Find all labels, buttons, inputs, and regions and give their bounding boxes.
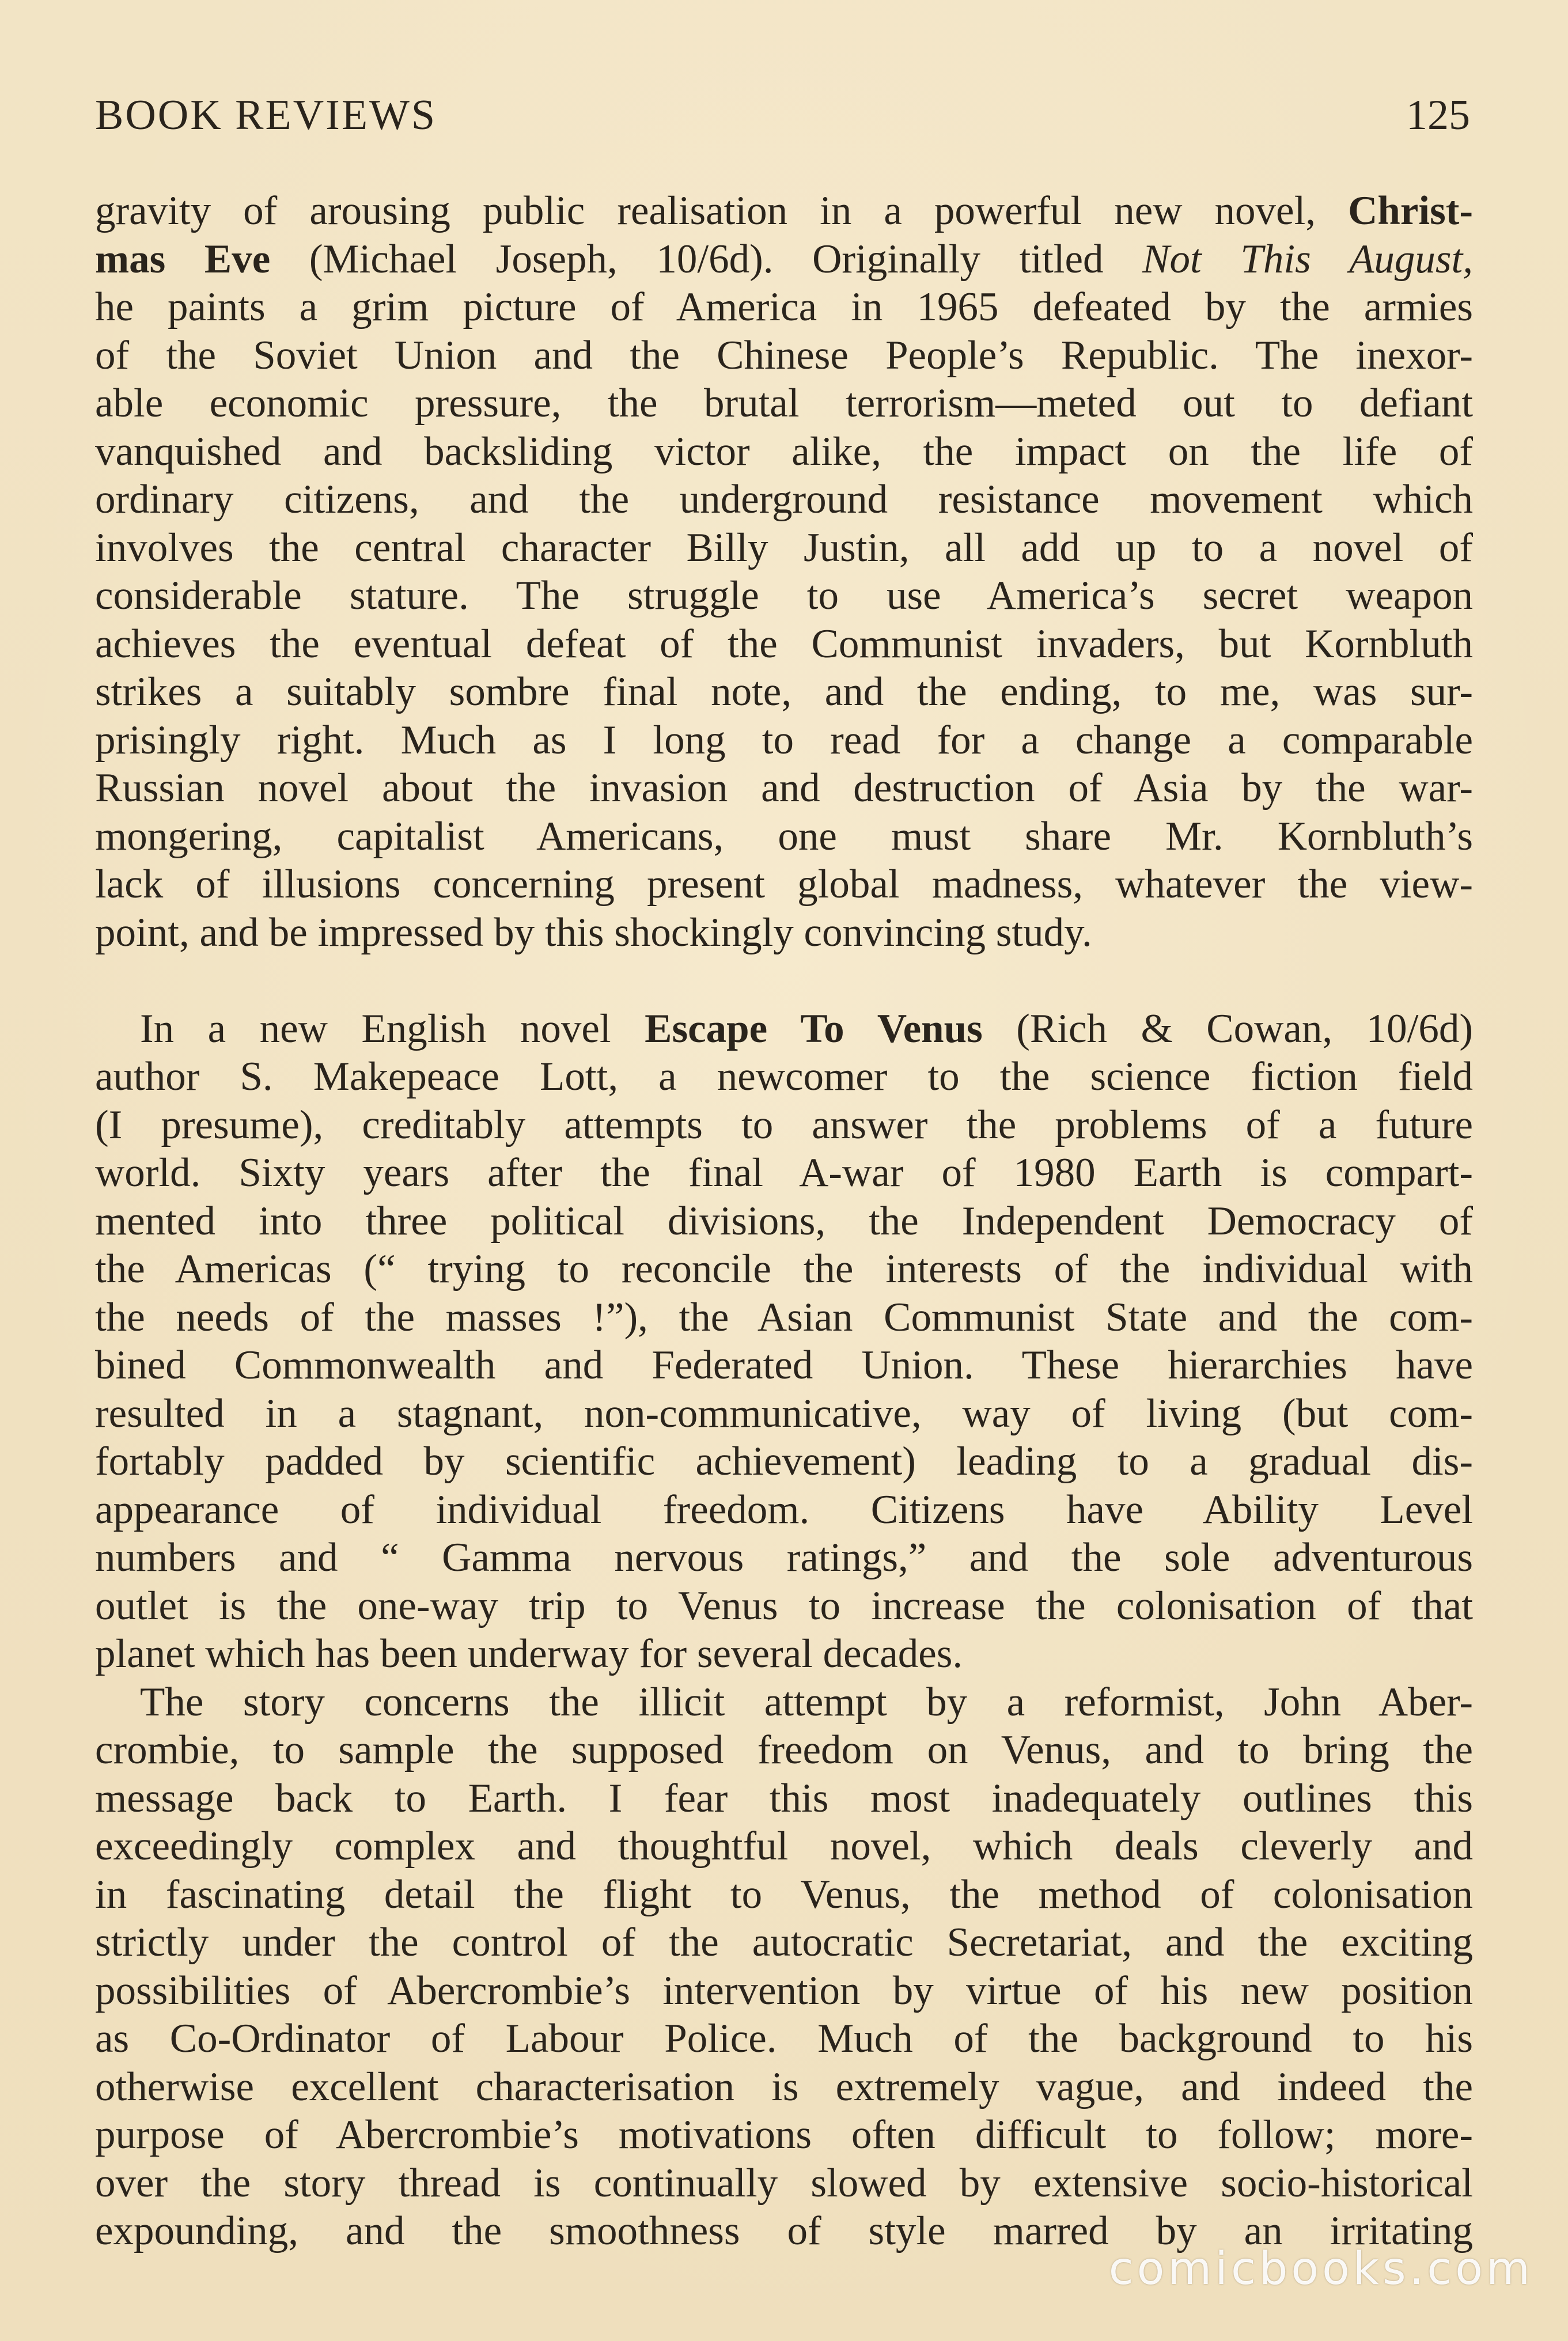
text-line: achieves the eventual defeat of the Communist invaders, but Kornbluth: [95, 621, 1473, 666]
text-line: (I presume), creditably attempts to answer the problems of a future: [95, 1102, 1473, 1147]
paragraph-gap: [95, 957, 1473, 1005]
text-line: planet which has been underway for several decades.: [95, 1631, 963, 1676]
text-line: crombie, to sample the supposed freedom on Venus, and to bring the: [95, 1728, 1473, 1772]
text-line: point, and be impressed by this shockingly convincing study.: [95, 910, 1092, 955]
paragraph-escape-to-venus: [95, 1005, 1473, 1679]
text-line: numbers and “ Gamma nervous ratings,” and the sole adventurous: [95, 1535, 1473, 1580]
text-line: ordinary citizens, and the underground resistance movement which: [95, 477, 1473, 522]
text-line: possibilities of Abercrombie’s intervention by virtue of his new position: [95, 1968, 1473, 2013]
text-line: expounding, and the smoothness of style marred by an irritating: [95, 2209, 1473, 2253]
text-line: he paints a grim picture of America in 1965 defeated by the armies: [95, 285, 1473, 329]
book-title: mas Eve: [95, 236, 271, 282]
text-line: the Americas (“ trying to reconcile the interests of the individual with: [95, 1247, 1473, 1291]
text-line: the needs of the masses !”), the Asian Communist State and the com-: [95, 1294, 1473, 1340]
text-line: mas Eve (Michael Joseph, 10/6d). Originally titled Not This August,: [95, 236, 1474, 282]
text-line: mongering, capitalist Americans, one must share Mr. Kornbluth’s: [95, 813, 1473, 859]
text-line: over the story thread is continually slowed by extensive socio-historical: [95, 2160, 1473, 2206]
watermark: comicbooks.com: [1108, 2243, 1533, 2295]
text-line: as Co-Ordinator of Labour Police. Much of the background to his: [95, 2016, 1473, 2061]
text-line: resulted in a stagnant, non-communicative, way of living (but com-: [95, 1391, 1473, 1436]
text-line: fortably padded by scientific achievement) leading to a gradual dis-: [95, 1439, 1473, 1484]
review-body: [95, 187, 1473, 2256]
text-line: prisingly right. Much as I long to read for a change a comparable: [95, 717, 1473, 763]
text-line: author S. Makepeace Lott, a newcomer to the science fiction field: [95, 1054, 1473, 1099]
text-line: exceedingly complex and thoughtful novel, which deals cleverly and: [95, 1824, 1473, 1869]
text-line: considerable stature. The struggle to use America’s secret weapon: [95, 573, 1473, 618]
text-line: The story concerns the illicit attempt by a reformist, John Aber-: [140, 1679, 1473, 1725]
book-title: Christ-: [1348, 188, 1473, 233]
text-line: appearance of individual freedom. Citizens have Ability Level: [95, 1487, 1473, 1532]
text-line: otherwise excellent characterisation is extremely vague, and indeed the: [95, 2064, 1473, 2109]
page-header: [95, 86, 1470, 144]
text-line: able economic pressure, the brutal terrorism—meted out to defiant: [95, 381, 1473, 426]
paragraph-story-summary: [95, 1679, 1473, 2256]
page-number: 125: [1406, 92, 1470, 139]
text-line: purpose of Abercrombie’s motivations often difficult to follow; more-: [95, 2112, 1473, 2157]
book-title-italic: Not This August,: [1142, 236, 1474, 282]
text-line: outlet is the one-way trip to Venus to increase the colonisation of that: [95, 1583, 1473, 1628]
text-line: mented into three political divisions, the Independent Democracy of: [95, 1198, 1473, 1244]
book-title: Escape To Venus: [645, 1006, 983, 1051]
text-line: strikes a suitably sombre final note, and the ending, to me, was sur-: [95, 669, 1473, 714]
paragraph-christmas-eve: [95, 187, 1473, 957]
text-line: of the Soviet Union and the Chinese People’s Republic. The inexor-: [95, 332, 1473, 378]
text-line: message back to Earth. I fear this most inadequately outlines this: [95, 1775, 1473, 1821]
text-line: In a new English novel Escape To Venus (Rich & Cowan, 10/6d): [140, 1006, 1474, 1051]
text-line: world. Sixty years after the final A-war of 1980 Earth is compart-: [95, 1150, 1473, 1195]
text-line: in fascinating detail the flight to Venus, the method of colonisation: [95, 1872, 1473, 1917]
text-line: vanquished and backsliding victor alike, the impact on the life of: [95, 429, 1473, 474]
text-line: Russian novel about the invasion and destruction of Asia by the war-: [95, 766, 1473, 810]
running-head: BOOK REVIEWS: [95, 92, 437, 139]
text-line: lack of illusions concerning present global madness, whatever the view-: [95, 862, 1473, 907]
text-line: bined Commonwealth and Federated Union. These hierarchies have: [95, 1343, 1473, 1388]
text-line: involves the central character Billy Justin, all add up to a novel of: [95, 525, 1473, 570]
text-line: gravity of arousing public realisation in a powerful new novel, Christ-: [95, 188, 1473, 233]
text-line: strictly under the control of the autocratic Secretariat, and the exciting: [95, 1920, 1473, 1965]
